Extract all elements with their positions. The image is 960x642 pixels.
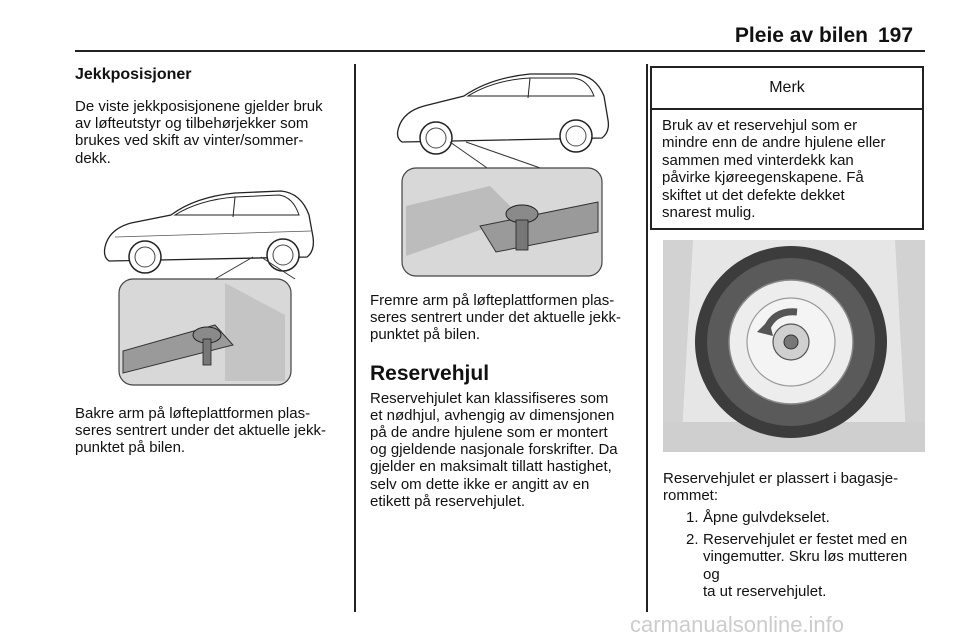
- spare-wheel-location-text: Reservehjulet er plassert i bagasje- rommet:: [663, 470, 899, 505]
- running-header-title: Pleie av bilen: [734, 24, 868, 47]
- column-divider-1: [354, 64, 356, 612]
- list-item: 1. Åpne gulvdekselet.: [686, 509, 830, 527]
- rear-jack-point-illustration: [75, 175, 337, 387]
- front-caption: Fremre arm på løfteplattformen plas- seres sentrert under det aktuelle jekk- punktet på bilen.: [370, 292, 621, 344]
- steps-list: [663, 509, 928, 600]
- column-divider-2: [646, 64, 648, 612]
- front-jack-point-illustration: [370, 66, 632, 280]
- intro-paragraph: De viste jekkposisjonene gjelder bruk av løfteutstyr og tilbehørjekker som brukes ved skift av vinter/sommer- dekk.: [75, 98, 323, 167]
- spare-wheel-illustration: [663, 240, 925, 452]
- watermark: carmanualsonline.info: [630, 612, 845, 637]
- section-heading-jekkposisjoner: Jekkposisjoner: [75, 66, 192, 83]
- list-item: 2. Reservehjulet er festet med en vingemutter. Skru løs mutteren og ta ut reservehjulet.: [686, 530, 908, 601]
- page-number: 197: [878, 24, 914, 47]
- column-1: [75, 66, 347, 167]
- note-body: Bruk av et reservehjul som er mindre enn de andre hjulene eller sammen med vinterdekk kan påvirke kjøreegenskapene. Få skiftet ut det defekte dekket snarest mulig.: [662, 117, 886, 222]
- note-box: [650, 66, 924, 230]
- rear-caption: Bakre arm på løfteplattformen plas- seres sentrert under det aktuelle jekk- punktet på bilen.: [75, 405, 326, 457]
- section-heading-reservehjul: Reservehjul: [370, 361, 490, 385]
- header-rule: [75, 50, 925, 52]
- column-2-text: [370, 292, 640, 510]
- column-3-text: [663, 470, 928, 604]
- reservehjul-paragraph: Reservehjulet kan klassifiseres som et nødhjul, avhengig av dimensjonen på de andre hjulene som er montert og gjeldende nasjonale forskrifter. Da gjelder en maksimalt tillatt hastighet, selv om dette ikke er angitt av en etikett på reservehjulet.: [370, 389, 618, 510]
- note-title: Merk: [652, 68, 922, 110]
